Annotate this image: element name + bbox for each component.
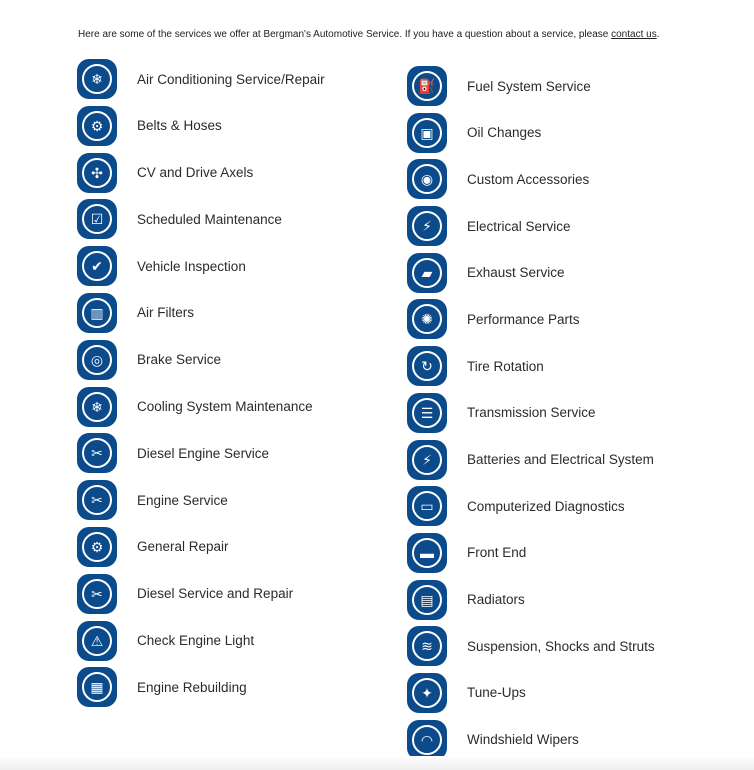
snowflake-icon (77, 59, 117, 99)
service-label: General Repair (137, 539, 229, 555)
turbo-icon (407, 299, 447, 339)
contact-us-link[interactable]: contact us (611, 29, 657, 40)
steering-wheel-icon (407, 159, 447, 199)
intro-text (78, 29, 660, 40)
tire-rotation-icon (407, 346, 447, 386)
icon-ring: ⛽ (412, 71, 442, 101)
service-item[interactable] (407, 159, 737, 199)
service-item[interactable] (407, 299, 737, 339)
icon-ring: ⚙ (82, 111, 112, 141)
page-bottom-shade (0, 756, 754, 770)
icon-ring: ▭ (412, 491, 442, 521)
service-item[interactable] (77, 433, 407, 473)
service-item[interactable] (77, 340, 407, 380)
icon-ring: ⚡ (412, 211, 442, 241)
icon-ring: ☑ (82, 204, 112, 234)
service-item[interactable] (407, 533, 737, 573)
service-label: Windshield Wipers (467, 732, 579, 748)
service-item[interactable] (407, 626, 737, 666)
icon-ring: ⚙ (82, 532, 112, 562)
axle-icon (77, 153, 117, 193)
checklist-car-icon (77, 199, 117, 239)
services-list-right (407, 66, 737, 766)
service-item[interactable] (77, 199, 407, 239)
service-label: Exhaust Service (467, 265, 565, 281)
service-label: Brake Service (137, 352, 222, 368)
service-item[interactable] (77, 527, 407, 567)
intro-sentence: Here are some of the services we offer at Bergman's Automotive Service. If you have a question about a service, please (78, 29, 612, 40)
icon-ring: ✺ (412, 304, 442, 334)
windshield-icon (407, 720, 447, 760)
icon-ring: ≋ (412, 631, 442, 661)
service-label: Diesel Engine Service (137, 445, 270, 461)
services-list-left (77, 59, 407, 714)
icon-ring: ✂ (82, 579, 112, 609)
icon-ring: ◠ (412, 725, 442, 755)
service-label: Oil Changes (467, 125, 542, 141)
service-label: Belts & Hoses (137, 118, 222, 134)
coolant-icon (77, 387, 117, 427)
icon-ring: ▰ (412, 258, 442, 288)
check-engine-icon (77, 621, 117, 661)
service-label: Electrical Service (467, 218, 571, 234)
service-item[interactable] (407, 253, 737, 293)
service-label: Computerized Diagnostics (467, 498, 625, 514)
service-item[interactable] (407, 673, 737, 713)
belts-icon (77, 106, 117, 146)
laptop-car-icon (407, 486, 447, 526)
service-item[interactable] (77, 106, 407, 146)
spark-plug-icon (407, 673, 447, 713)
service-item[interactable] (407, 206, 737, 246)
service-item[interactable] (77, 246, 407, 286)
icon-ring: ✂ (82, 438, 112, 468)
service-label: Air Filters (137, 305, 194, 321)
icon-ring: ▣ (412, 118, 442, 148)
service-label: Suspension, Shocks and Struts (467, 638, 655, 654)
service-item[interactable] (77, 480, 407, 520)
service-label: Air Conditioning Service/Repair (137, 71, 325, 87)
service-label: Engine Rebuilding (137, 679, 247, 695)
icon-ring: ◎ (82, 345, 112, 375)
service-item[interactable] (77, 667, 407, 707)
service-label: Check Engine Light (137, 633, 255, 649)
piston-wrench-icon (77, 480, 117, 520)
service-label: Fuel System Service (467, 78, 591, 94)
icon-ring: ▥ (82, 298, 112, 328)
gear-shift-icon (407, 393, 447, 433)
radiator-icon (407, 580, 447, 620)
shock-spring-icon (407, 626, 447, 666)
service-item[interactable] (407, 113, 737, 153)
icon-ring: ☰ (412, 398, 442, 428)
icon-ring: ▬ (412, 538, 442, 568)
intro-period: . (656, 29, 660, 40)
icon-ring: ▦ (82, 672, 112, 702)
engine-block-icon (77, 667, 117, 707)
car-gear-icon (77, 527, 117, 567)
service-label: Scheduled Maintenance (137, 211, 282, 227)
icon-ring: ❄ (82, 64, 112, 94)
service-item[interactable] (407, 440, 737, 480)
air-filter-icon (77, 293, 117, 333)
service-item[interactable] (407, 580, 737, 620)
service-item[interactable] (77, 293, 407, 333)
icon-ring: ⚠ (82, 626, 112, 656)
icon-ring: ❄ (82, 392, 112, 422)
service-item[interactable] (77, 153, 407, 193)
service-label: Diesel Service and Repair (137, 586, 294, 602)
fuel-nozzle-icon (407, 66, 447, 106)
electrical-car-icon (407, 206, 447, 246)
service-item[interactable] (77, 59, 407, 99)
service-item[interactable] (407, 346, 737, 386)
service-label: Engine Service (137, 492, 228, 508)
icon-ring: ⚡ (412, 445, 442, 475)
brake-icon (77, 340, 117, 380)
icon-ring: ✣ (82, 158, 112, 188)
battery-icon (407, 440, 447, 480)
service-label: Tire Rotation (467, 358, 544, 374)
service-item[interactable] (407, 720, 737, 760)
piston-wrench-icon (77, 433, 117, 473)
service-label: Front End (467, 545, 527, 561)
service-item[interactable] (407, 393, 737, 433)
car-front-icon (407, 533, 447, 573)
icon-ring: ✦ (412, 678, 442, 708)
inspection-icon (77, 246, 117, 286)
service-label: Radiators (467, 592, 525, 608)
service-item[interactable] (77, 621, 407, 661)
piston-wrench-icon (77, 574, 117, 614)
service-label: CV and Drive Axels (137, 165, 254, 181)
service-item[interactable] (407, 66, 737, 106)
service-label: Transmission Service (467, 405, 596, 421)
service-label: Cooling System Maintenance (137, 399, 313, 415)
service-item[interactable] (77, 574, 407, 614)
icon-ring: ↻ (412, 351, 442, 381)
exhaust-icon (407, 253, 447, 293)
service-label: Performance Parts (467, 311, 580, 327)
service-label: Vehicle Inspection (137, 258, 246, 274)
service-label: Custom Accessories (467, 171, 590, 187)
icon-ring: ▤ (412, 585, 442, 615)
service-item[interactable] (407, 486, 737, 526)
icon-ring: ✔ (82, 251, 112, 281)
service-item[interactable] (77, 387, 407, 427)
icon-ring: ✂ (82, 485, 112, 515)
oil-change-icon (407, 113, 447, 153)
icon-ring: ◉ (412, 164, 442, 194)
service-label: Tune-Ups (467, 685, 526, 701)
service-label: Batteries and Electrical System (467, 452, 654, 467)
